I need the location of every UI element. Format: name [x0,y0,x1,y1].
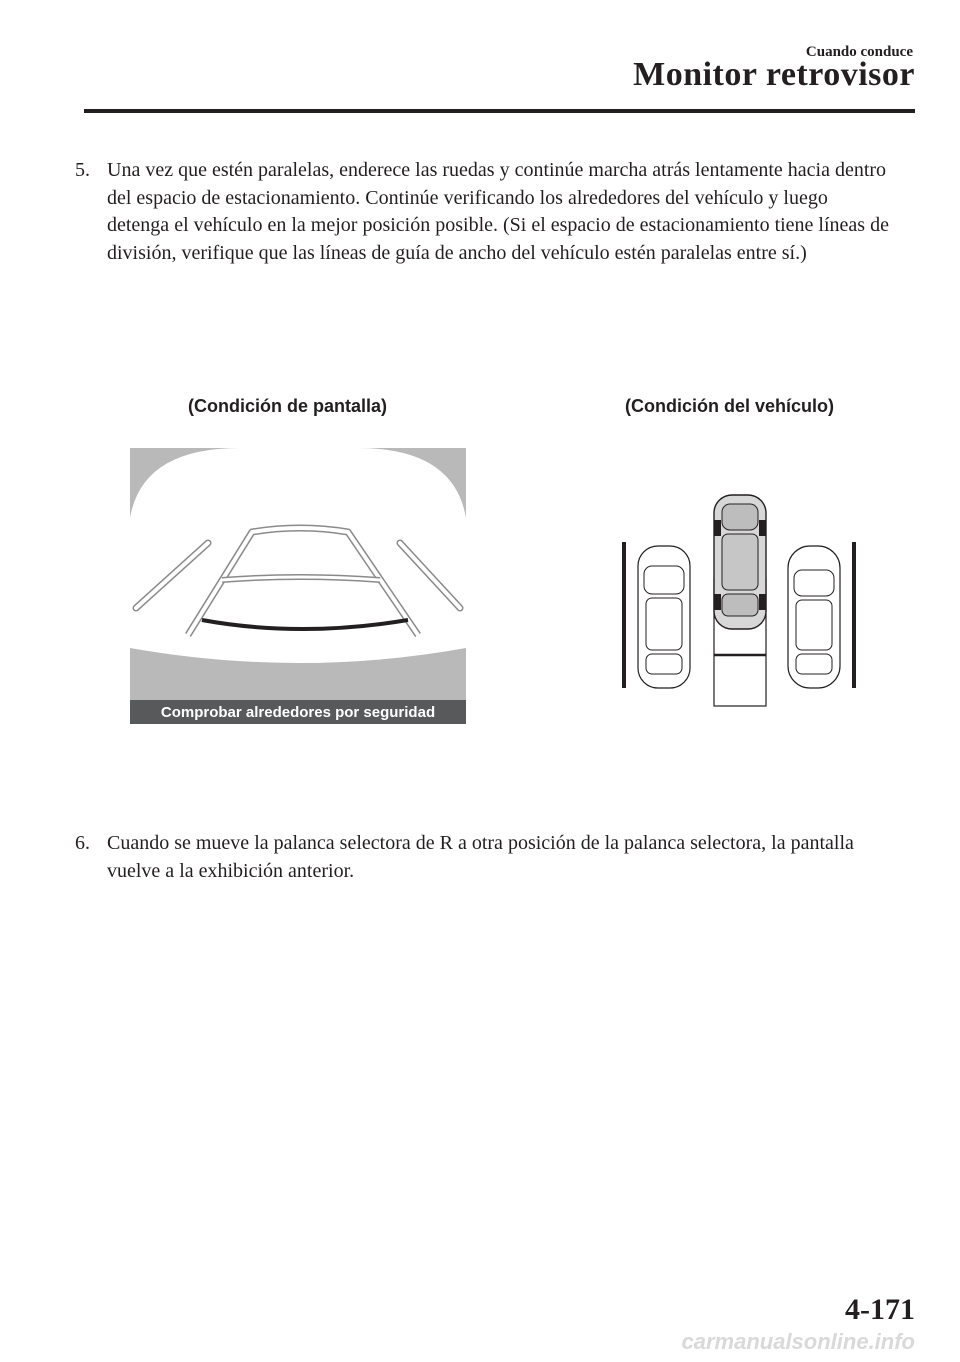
step-5-text: Una vez que estén paralelas, enderece las ruedas y continúe marcha atrás lentamente hacia dentro del espacio de estacionamiento. Continúe verificando los alrededores del vehículo y luego detenga el vehículo en la mejor posición posible. (Si el espacio de estacionamiento tiene líneas de división, verifique que las líneas de guía de ancho del vehículo estén paralelas entre sí.) [107,159,889,264]
step-6 [75,830,895,885]
screen-banner-text: Comprobar alrededores por seguridad [160,704,436,721]
rear-camera-screen-illustration [130,448,466,724]
screen-caption: (Condición de pantalla) [188,396,388,416]
page-number: 4-171 [845,1293,915,1326]
header-rule [84,109,915,113]
page-title: Monitor retrovisor [633,56,915,93]
step-5 [75,157,895,267]
parked-car-right [788,546,840,688]
reversing-car [714,495,766,629]
watermark: carmanualsonline.info [681,1329,915,1354]
vehicle-caption: (Condición del vehículo) [625,396,835,416]
parked-car-left [638,546,690,688]
step-6-number: 6. [75,832,90,854]
header-section: Cuando conduce [805,44,913,60]
step-6-text: Cuando se mueve la palanca selectora de R a otra posición de la palanca selectora, la pantalla vuelve a la exhibición anterior. [107,832,854,882]
vehicle-parking-illustration [600,490,870,710]
step-5-number: 5. [75,159,90,181]
